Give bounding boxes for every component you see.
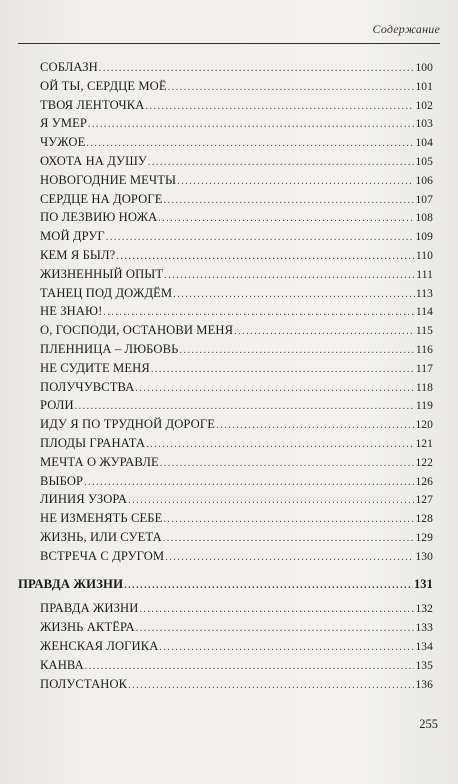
toc-entry-page: 128 <box>415 513 433 526</box>
dot-leader <box>135 383 414 394</box>
toc-entry[interactable] <box>18 116 433 135</box>
toc-entry[interactable] <box>18 530 433 549</box>
toc-entry-title: ТАНЕЦ ПОД ДОЖДЁМ <box>40 285 173 300</box>
dot-leader <box>145 101 414 112</box>
toc-entry-page: 113 <box>415 287 433 300</box>
dot-leader <box>177 176 414 187</box>
dot-leader <box>158 213 414 224</box>
toc-entry-page: 126 <box>415 475 433 488</box>
dot-leader <box>234 326 415 337</box>
toc-entry-title: МЕЧТА О ЖУРАВЛЕ <box>40 454 159 469</box>
toc-section-title: ПРАВДА ЖИЗНИ <box>18 576 124 591</box>
dot-leader <box>139 604 414 615</box>
toc-entry[interactable] <box>18 229 433 248</box>
toc-entry-title: КЕМ Я БЫЛ? <box>40 247 116 262</box>
toc-entry[interactable] <box>18 511 433 530</box>
toc-entry-page: 101 <box>415 80 433 93</box>
toc-entry[interactable] <box>18 620 433 639</box>
dot-leader <box>163 514 414 525</box>
toc-entry-page: 111 <box>416 268 433 281</box>
toc-entry-title: ИДУ Я ПО ТРУДНОЙ ДОРОГЕ <box>40 417 216 432</box>
toc-entry[interactable] <box>18 380 433 399</box>
toc-entry-page: 119 <box>415 400 433 413</box>
toc-entry-page: 100 <box>415 62 433 74</box>
table-of-contents <box>18 60 433 695</box>
dot-leader <box>146 439 414 450</box>
toc-entry[interactable] <box>18 455 433 474</box>
toc-entry-title: ПО ЛЕЗВИЮ НОЖА <box>40 210 158 225</box>
dot-leader <box>164 195 415 206</box>
toc-entry[interactable] <box>18 549 433 568</box>
toc-entry-title: ЖЕНСКАЯ ЛОГИКА <box>40 638 159 653</box>
toc-entry-title: НЕ СУДИТЕ МЕНЯ <box>40 360 150 375</box>
toc-entry-page: 135 <box>415 659 433 672</box>
toc-entry-page: 121 <box>415 437 433 450</box>
toc-entry-page: 133 <box>415 622 433 635</box>
toc-entry-title: ОЙ ТЫ, СЕРДЦЕ МОЁ <box>40 78 167 93</box>
dot-leader <box>124 580 413 591</box>
toc-entry-title: Я УМЕР <box>40 116 87 131</box>
toc-entry-page: 102 <box>415 99 433 112</box>
dot-leader <box>103 307 415 318</box>
toc-entry-title: ПЛЕННИЦА – ЛЮБОВЬ <box>40 341 179 356</box>
toc-entry[interactable] <box>18 639 433 658</box>
toc-entry[interactable] <box>18 492 433 511</box>
toc-entry-title: ОХОТА НА ДУШУ <box>40 153 147 168</box>
toc-entry-title: КАНВА <box>40 657 84 672</box>
toc-entry[interactable] <box>18 304 433 323</box>
toc-entry[interactable] <box>18 474 433 493</box>
dot-leader <box>160 458 415 469</box>
dot-leader <box>136 623 415 634</box>
toc-entry[interactable] <box>18 98 433 117</box>
toc-entry-page: 104 <box>415 137 433 150</box>
page-number: 255 <box>419 717 438 731</box>
toc-entry[interactable] <box>18 436 433 455</box>
dot-leader <box>128 495 414 506</box>
toc-entry[interactable] <box>18 267 433 286</box>
toc-entry-title: НОВОГОДНИЕ МЕЧТЫ <box>40 172 177 187</box>
toc-entry-page: 105 <box>415 155 433 168</box>
dot-leader <box>84 477 414 488</box>
toc-entry-title: СОБЛАЗН <box>40 60 98 74</box>
toc-entry-page: 109 <box>415 231 433 244</box>
dot-leader <box>106 232 415 243</box>
toc-entry-page: 136 <box>415 678 433 691</box>
dot-leader <box>179 345 414 356</box>
toc-entry-title: ПОЛУЧУВСТВА <box>40 379 135 394</box>
dot-leader <box>168 82 415 93</box>
toc-entry[interactable] <box>18 192 433 211</box>
toc-entry-title: ЖИЗНЬ, ИЛИ СУЕТА <box>40 529 162 544</box>
toc-entry-page: 117 <box>415 362 433 375</box>
toc-entry[interactable] <box>18 677 433 696</box>
toc-entry[interactable] <box>18 286 433 305</box>
toc-entry[interactable] <box>18 154 433 173</box>
toc-entry-page: 110 <box>415 249 433 262</box>
dot-leader <box>148 157 415 168</box>
dot-leader <box>159 642 414 653</box>
toc-entry[interactable] <box>18 398 433 417</box>
toc-entry[interactable] <box>18 342 433 361</box>
toc-entry[interactable] <box>18 248 433 267</box>
toc-entry-title: О, ГОСПОДИ, ОСТАНОВИ МЕНЯ <box>40 323 234 338</box>
dot-leader <box>99 63 415 74</box>
toc-entry-title: МОЙ ДРУГ <box>40 229 105 244</box>
toc-entry-page: 122 <box>415 456 433 469</box>
running-head: Содержание <box>372 22 440 36</box>
toc-entry-page: 130 <box>415 550 433 563</box>
dot-leader <box>86 138 414 149</box>
toc-entry[interactable] <box>18 173 433 192</box>
dot-leader <box>164 270 415 281</box>
toc-entry-title: СЕРДЦЕ НА ДОРОГЕ <box>40 191 163 206</box>
toc-entry-title: ВЫБОР <box>40 473 84 488</box>
dot-leader <box>165 552 414 563</box>
toc-entry[interactable] <box>18 210 433 229</box>
dot-leader <box>163 533 415 544</box>
dot-leader <box>116 251 415 262</box>
toc-entry-page: 103 <box>415 118 433 131</box>
toc-entry-page: 134 <box>415 640 433 653</box>
toc-entry-title: ПРАВДА ЖИЗНИ <box>40 601 139 616</box>
toc-entry-page: 106 <box>415 174 433 187</box>
dot-leader <box>88 119 414 130</box>
toc-entry-title: ПОЛУСТАНОК <box>40 676 128 691</box>
toc-entry-title: ПЛОДЫ ГРАНАТА <box>40 435 146 450</box>
toc-entry-title: НЕ ЗНАЮ! <box>40 304 103 319</box>
toc-entry-page: 129 <box>415 531 433 544</box>
toc-entry[interactable] <box>18 323 433 342</box>
toc-entry-title: НЕ ИЗМЕНЯТЬ СЕБЕ <box>40 511 163 526</box>
toc-entry-page: 115 <box>415 325 433 338</box>
toc-entry-title: ЖИЗНЕННЫЙ ОПЫТ <box>40 266 164 281</box>
dot-leader <box>173 289 415 300</box>
toc-section-heading[interactable] <box>18 577 433 596</box>
header-rule <box>18 43 440 44</box>
toc-entry-title: ТВОЯ ЛЕНТОЧКА <box>40 97 145 112</box>
toc-entry[interactable] <box>18 417 433 436</box>
toc-entry-title: ЧУЖОЕ <box>40 135 86 150</box>
toc-entry-title: ЖИЗНЬ АКТЁРА <box>40 620 135 635</box>
dot-leader <box>85 661 415 672</box>
toc-entry-title: РОЛИ <box>40 398 74 413</box>
toc-entry-title: ВСТРЕЧА С ДРУГОМ <box>40 548 165 563</box>
toc-entry-title: ЛИНИЯ УЗОРА <box>40 492 128 507</box>
toc-entry-page: 127 <box>415 494 433 507</box>
dot-leader <box>151 364 415 375</box>
toc-entry-page: 114 <box>415 306 433 319</box>
dot-leader <box>216 420 414 431</box>
toc-entry-page: 116 <box>415 343 433 356</box>
toc-entry-page: 108 <box>415 212 433 225</box>
toc-entry-page: 107 <box>415 193 433 206</box>
toc-entry-page: 118 <box>415 381 433 394</box>
toc-entry[interactable] <box>18 361 433 380</box>
toc-entry[interactable] <box>18 79 433 98</box>
toc-entry[interactable] <box>18 60 433 79</box>
dot-leader <box>75 401 415 412</box>
toc-entry-page: 132 <box>415 603 433 616</box>
toc-entry[interactable] <box>18 135 433 154</box>
toc-entry[interactable] <box>18 658 433 677</box>
toc-entry-page: 120 <box>415 419 433 432</box>
toc-section-page: 131 <box>413 576 433 591</box>
toc-entry[interactable] <box>18 601 433 620</box>
dot-leader <box>128 680 414 691</box>
